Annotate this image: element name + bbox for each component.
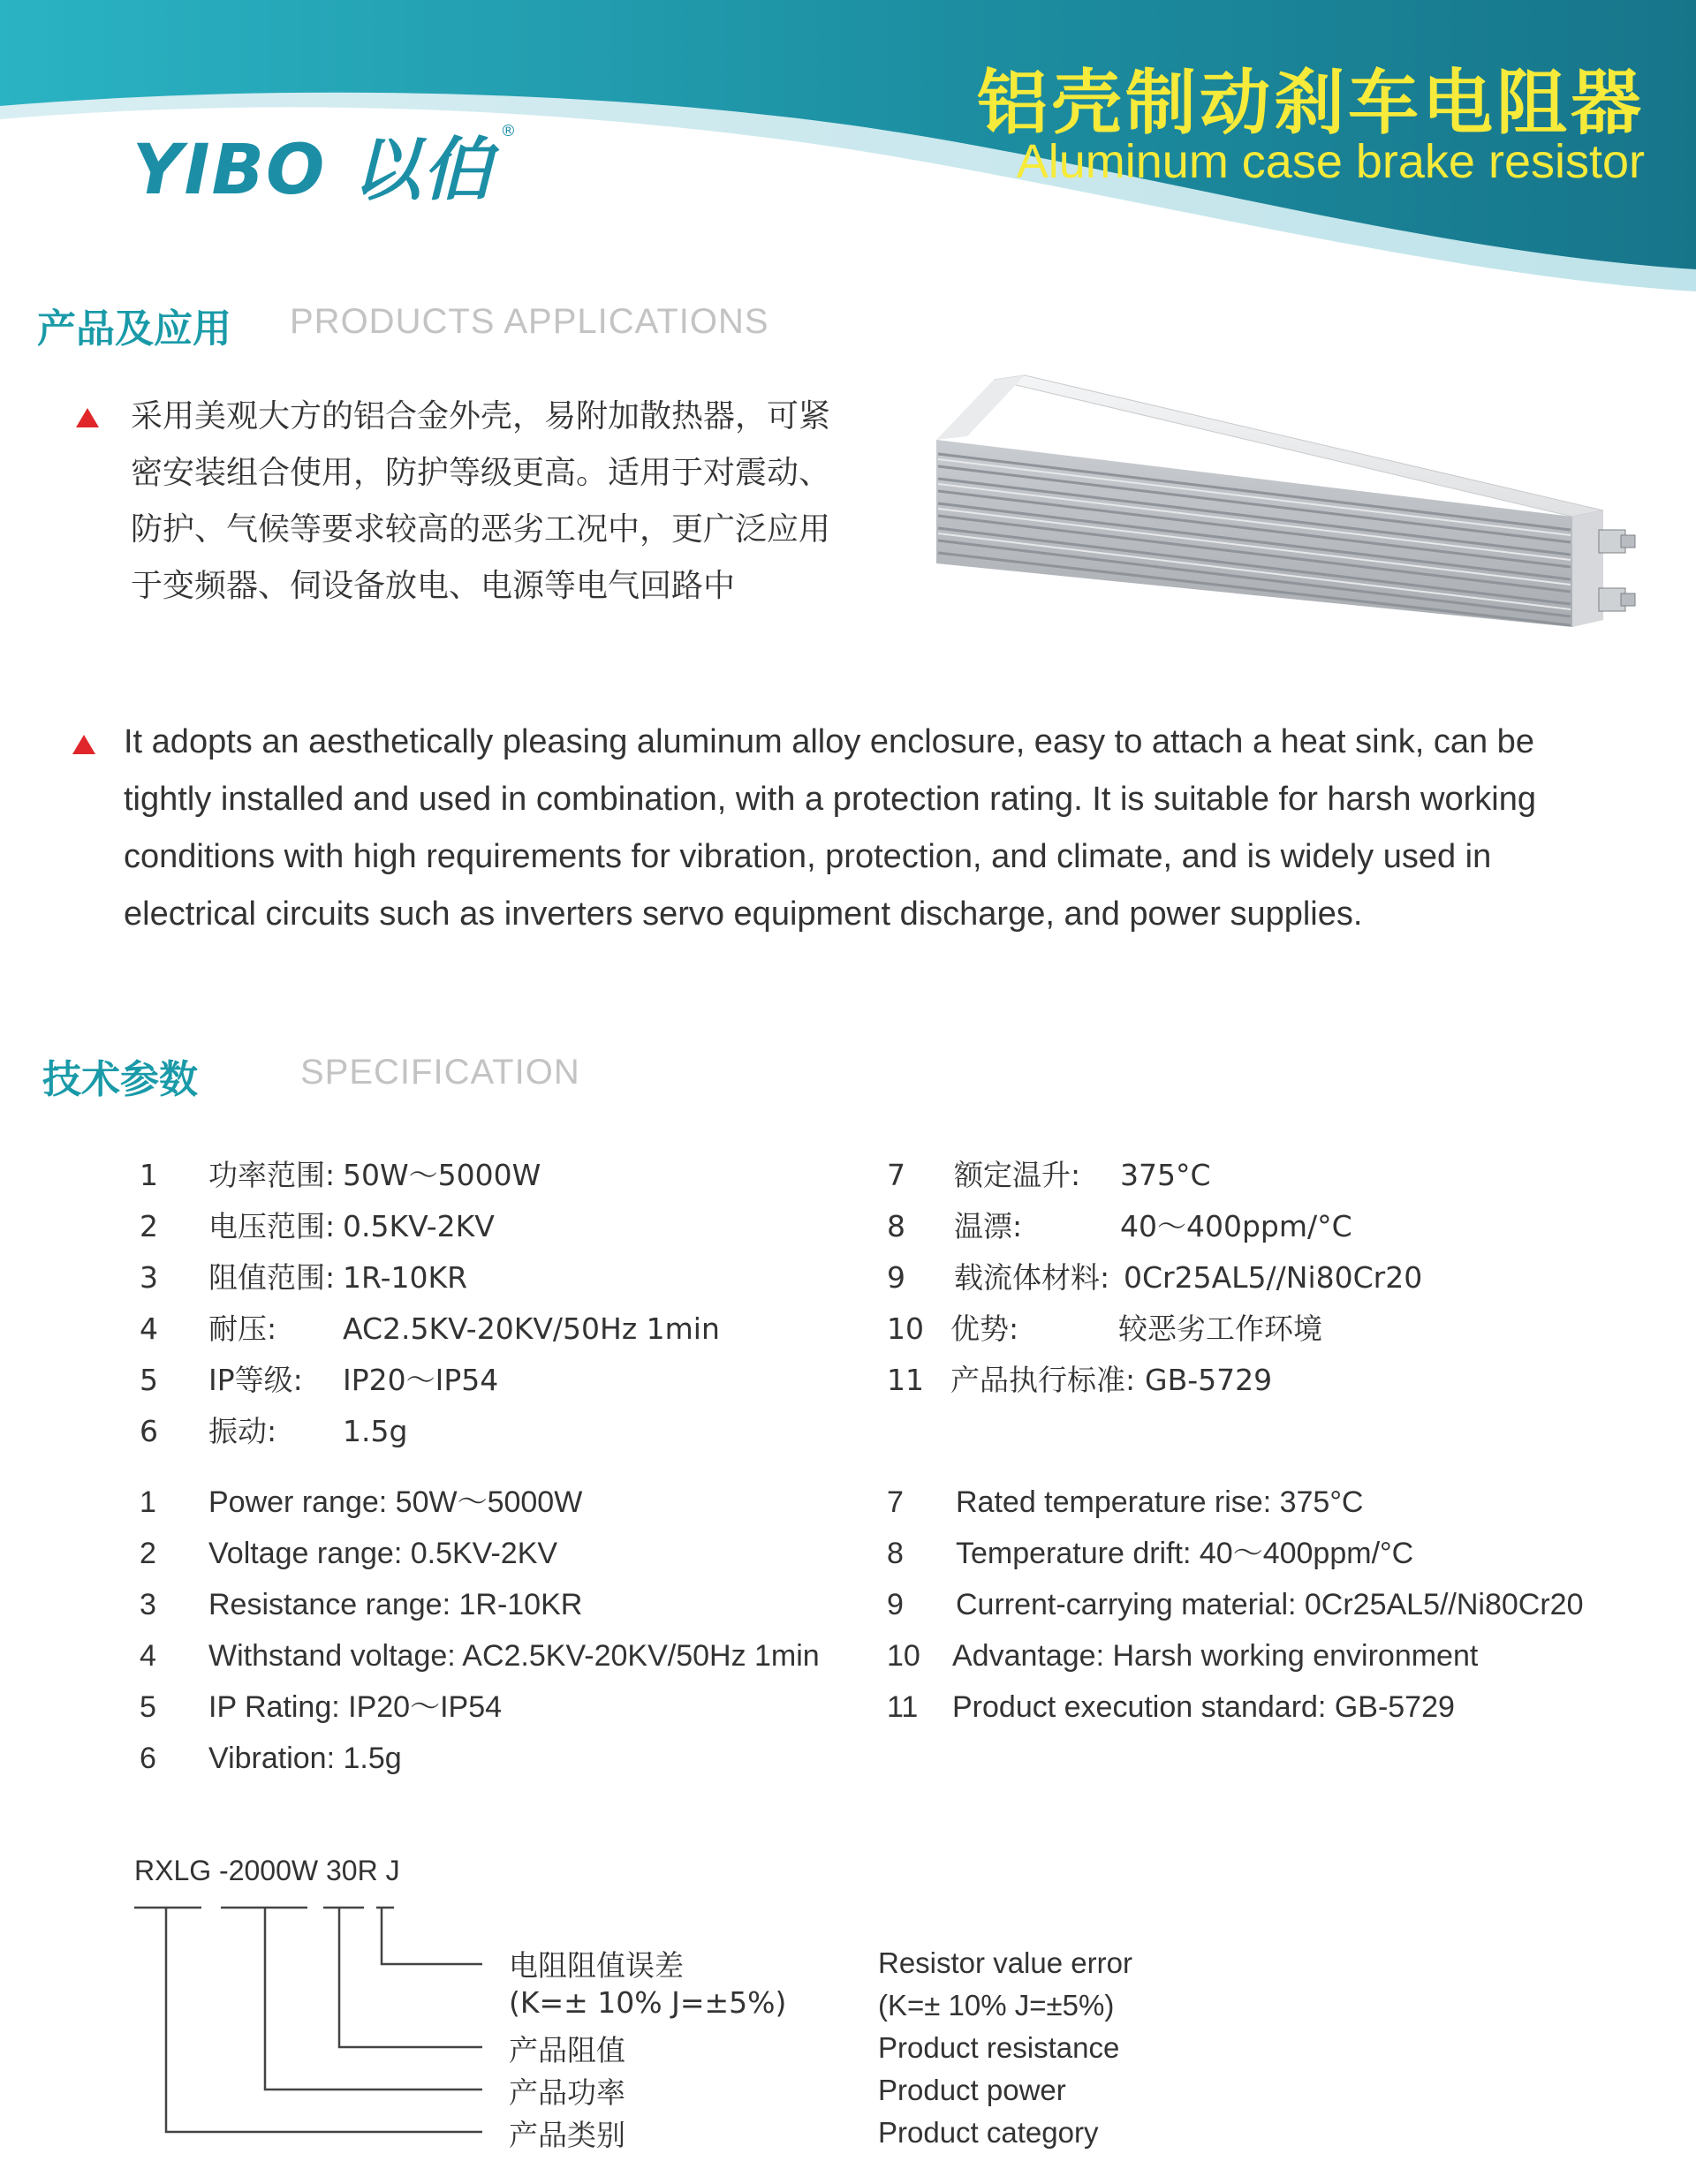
spec-value: 较恶劣工作环境 bbox=[1118, 1311, 1322, 1346]
spec-value: IP20～IP54 bbox=[343, 1363, 499, 1397]
model-code: RXLG -2000W 30R J bbox=[134, 1855, 400, 1886]
spec-num: 8 bbox=[887, 1537, 904, 1570]
section-title-spec-cn: 技术参数 bbox=[42, 1057, 198, 1102]
spec-label: 电压范围: bbox=[208, 1209, 336, 1243]
legend-tolerance-en: (K=± 10% J=±5%) bbox=[878, 1989, 1115, 2022]
brand-logo bbox=[132, 115, 517, 214]
spec-num: 6 bbox=[140, 1742, 156, 1775]
legend-tolerance-cn: (K=± 10% J=±5%) bbox=[509, 1985, 787, 2020]
spec-text: Resistance range: 1R-10KR bbox=[208, 1588, 583, 1621]
spec-num: 9 bbox=[887, 1588, 904, 1621]
section-title-products-cn: 产品及应用 bbox=[37, 306, 231, 351]
spec-label: 振动: bbox=[208, 1414, 277, 1448]
legend-category-en: Product category bbox=[878, 2116, 1099, 2149]
spec-text: Vibration: 1.5g bbox=[208, 1742, 402, 1775]
spec-num: 10 bbox=[887, 1311, 924, 1346]
spec-text: IP Rating: IP20～IP54 bbox=[208, 1690, 503, 1724]
spec-num: 5 bbox=[140, 1690, 156, 1724]
spec-num: 9 bbox=[887, 1260, 905, 1295]
legend-power-en: Product power bbox=[878, 2074, 1066, 2106]
legend-resistance-en: Product resistance bbox=[878, 2031, 1120, 2064]
logo-text: YIBO 以伯 bbox=[132, 131, 494, 210]
page-title-en: Aluminum case brake resistor bbox=[1016, 135, 1645, 188]
spec-text: Voltage range: 0.5KV-2KV bbox=[208, 1537, 558, 1570]
section-title-products-en: PRODUCTS APPLICATIONS bbox=[290, 302, 769, 341]
spec-value: 1R-10KR bbox=[343, 1260, 468, 1295]
spec-label: 耐压: bbox=[208, 1311, 277, 1346]
spec-value: GB-5729 bbox=[1145, 1363, 1273, 1397]
product-description-cn: 采用美观大方的铝合金外壳，易附加散热器，可紧密安装组合使用，防护等级更高。适用于对震动、防护、气候等要求较高的恶劣工况中，更广泛应用于变频器、伺设备放电、电源等电气回路中 bbox=[131, 398, 831, 604]
page-title-cn: 铝壳制动刹车电阻器 bbox=[977, 62, 1645, 144]
spec-label: 优势: bbox=[950, 1311, 1019, 1346]
spec-num: 2 bbox=[140, 1537, 156, 1570]
spec-label: 阻值范围: bbox=[208, 1260, 336, 1295]
section-title-spec-en: SPECIFICATION bbox=[300, 1053, 580, 1092]
legend-category-cn: 产品类别 bbox=[509, 2118, 625, 2152]
product-description-en: It adopts an aesthetically pleasing aluminum alloy enclosure, easy to attach a heat sink, can be tightly installed and used in combination, with a protection rating. It is suitable for harsh working conditions with high requirements for vibration, protection, and climate, and is widely used in electrical circuits such as inverters servo equipment discharge, and power supplies. bbox=[124, 723, 1536, 933]
spec-label: 功率范围: bbox=[208, 1158, 336, 1192]
spec-label: 载流体材料: bbox=[954, 1260, 1110, 1295]
spec-num: 10 bbox=[887, 1639, 920, 1673]
spec-text: Advantage: Harsh working environment bbox=[952, 1639, 1479, 1673]
legend-resistance-cn: 产品阻值 bbox=[509, 2033, 625, 2067]
registered-mark: ® bbox=[500, 122, 517, 140]
spec-value: 375°C bbox=[1120, 1158, 1211, 1192]
spec-value: 0.5KV-2KV bbox=[343, 1209, 495, 1243]
spec-num: 5 bbox=[140, 1363, 158, 1397]
spec-num: 7 bbox=[887, 1158, 905, 1192]
spec-value: 0Cr25AL5//Ni80Cr20 bbox=[1124, 1260, 1423, 1295]
spec-num: 4 bbox=[140, 1311, 158, 1346]
legend-power-cn: 产品功率 bbox=[509, 2075, 625, 2110]
spec-num: 1 bbox=[140, 1485, 156, 1519]
spec-value: 1.5g bbox=[343, 1414, 408, 1448]
spec-num: 7 bbox=[887, 1485, 904, 1519]
spec-label: 温漂: bbox=[954, 1209, 1023, 1243]
spec-num: 3 bbox=[140, 1588, 156, 1621]
spec-num: 11 bbox=[887, 1363, 924, 1397]
spec-text: Withstand voltage: AC2.5KV-20KV/50Hz 1min bbox=[208, 1639, 820, 1673]
spec-text: Power range: 50W～5000W bbox=[208, 1485, 583, 1519]
spec-text: Current-carrying material: 0Cr25AL5//Ni80Cr20 bbox=[956, 1588, 1584, 1621]
spec-text: Temperature drift: 40～400ppm/°C bbox=[956, 1537, 1414, 1570]
spec-num: 6 bbox=[140, 1414, 158, 1448]
spec-text: Product execution standard: GB-5729 bbox=[952, 1690, 1455, 1724]
spec-num: 4 bbox=[140, 1639, 156, 1673]
spec-num: 1 bbox=[140, 1158, 158, 1192]
bullet-triangle-icon bbox=[72, 735, 95, 754]
spec-num: 11 bbox=[887, 1690, 919, 1724]
spec-num: 2 bbox=[140, 1209, 158, 1243]
spec-num: 8 bbox=[887, 1209, 905, 1243]
spec-value: 40～400ppm/°C bbox=[1120, 1209, 1352, 1243]
spec-value: 50W～5000W bbox=[343, 1158, 541, 1192]
legend-error-cn: 电阻阻值误差 bbox=[509, 1948, 684, 1983]
spec-text: Rated temperature rise: 375°C bbox=[956, 1485, 1364, 1519]
spec-label: IP等级: bbox=[208, 1363, 303, 1397]
spec-num: 3 bbox=[140, 1260, 158, 1295]
resistor-product-image bbox=[919, 362, 1643, 645]
spec-label: 额定温升: bbox=[954, 1158, 1081, 1192]
bullet-triangle-icon bbox=[76, 408, 99, 427]
legend-error-en: Resistor value error bbox=[878, 1946, 1132, 1979]
spec-value: AC2.5KV-20KV/50Hz 1min bbox=[343, 1311, 720, 1346]
spec-label: 产品执行标准: bbox=[950, 1363, 1136, 1397]
